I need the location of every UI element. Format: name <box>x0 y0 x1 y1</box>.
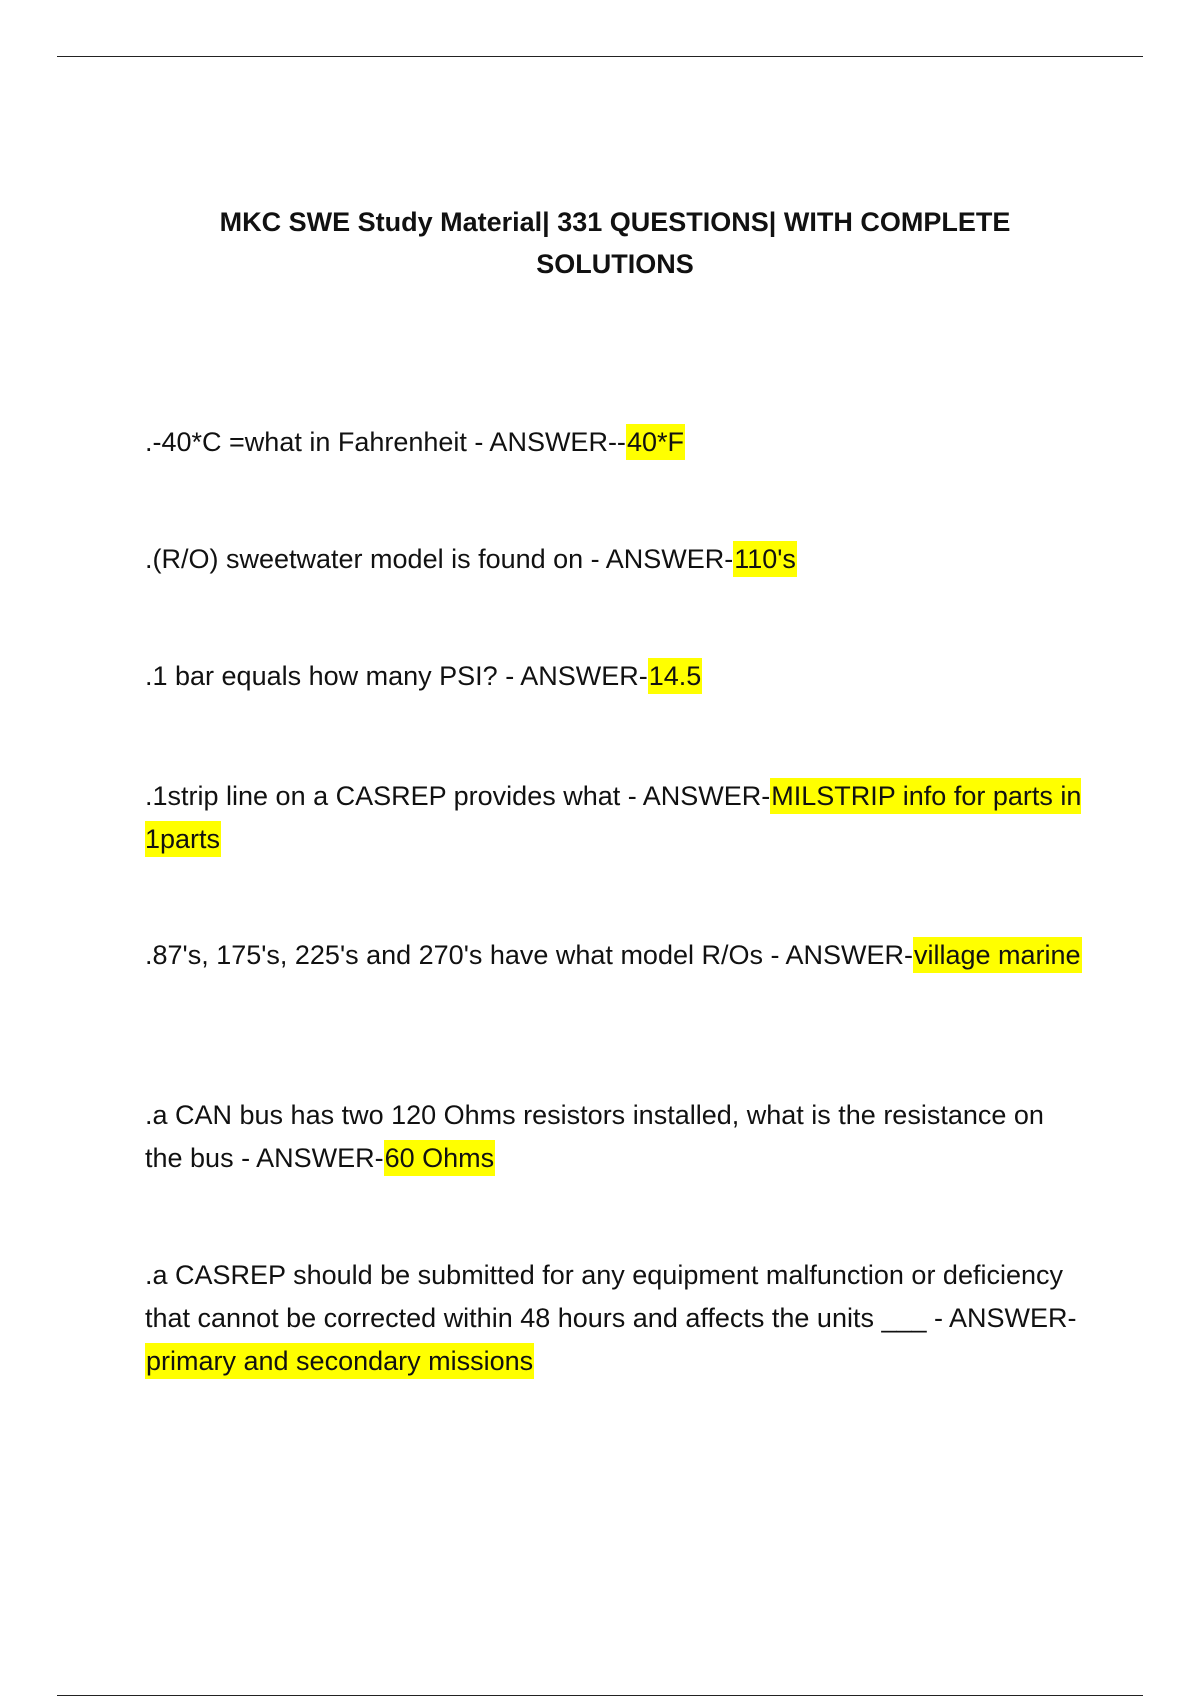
qa-item <box>145 775 1085 861</box>
qa-item <box>145 538 1085 581</box>
question-text: .1strip line on a CASREP provides what - ANSWER- <box>145 781 771 811</box>
header-rule <box>57 56 1143 57</box>
document-title: MKC SWE Study Material| 331 QUESTIONS| WITH COMPLETE SOLUTIONS <box>219 207 1011 279</box>
answer-highlight: 60 Ohms <box>384 1140 496 1176</box>
qa-item <box>145 421 1085 464</box>
question-text: .(R/O) sweetwater model is found on - ANSWER- <box>145 544 734 574</box>
qa-item <box>145 655 1085 698</box>
qa-item <box>145 1254 1085 1383</box>
question-text: .-40*C =what in Fahrenheit - ANSWER-- <box>145 427 626 457</box>
answer-highlight: 40*F <box>626 424 685 460</box>
answer-highlight: MILSTRIP info for parts in 1parts <box>145 778 1081 857</box>
answer-highlight: village marine <box>913 937 1082 973</box>
question-text: .1 bar equals how many PSI? - ANSWER- <box>145 661 648 691</box>
answer-highlight: 14.5 <box>648 658 703 694</box>
qa-item <box>145 934 1085 977</box>
question-text: .87's, 175's, 225's and 270's have what model R/Os - ANSWER- <box>145 940 913 970</box>
qa-item <box>145 1094 1085 1180</box>
question-text: .a CASREP should be submitted for any equipment malfunction or deficiency that cannot be corrected within 48 hours and affects the units ___ - ANSWER- <box>145 1260 1077 1333</box>
answer-highlight: 110's <box>733 541 797 577</box>
question-text: .a CAN bus has two 120 Ohms resistors installed, what is the resistance on the bus - ANSWER- <box>145 1100 1044 1173</box>
answer-highlight: primary and secondary missions <box>145 1343 534 1379</box>
footer-rule <box>57 1695 1143 1696</box>
